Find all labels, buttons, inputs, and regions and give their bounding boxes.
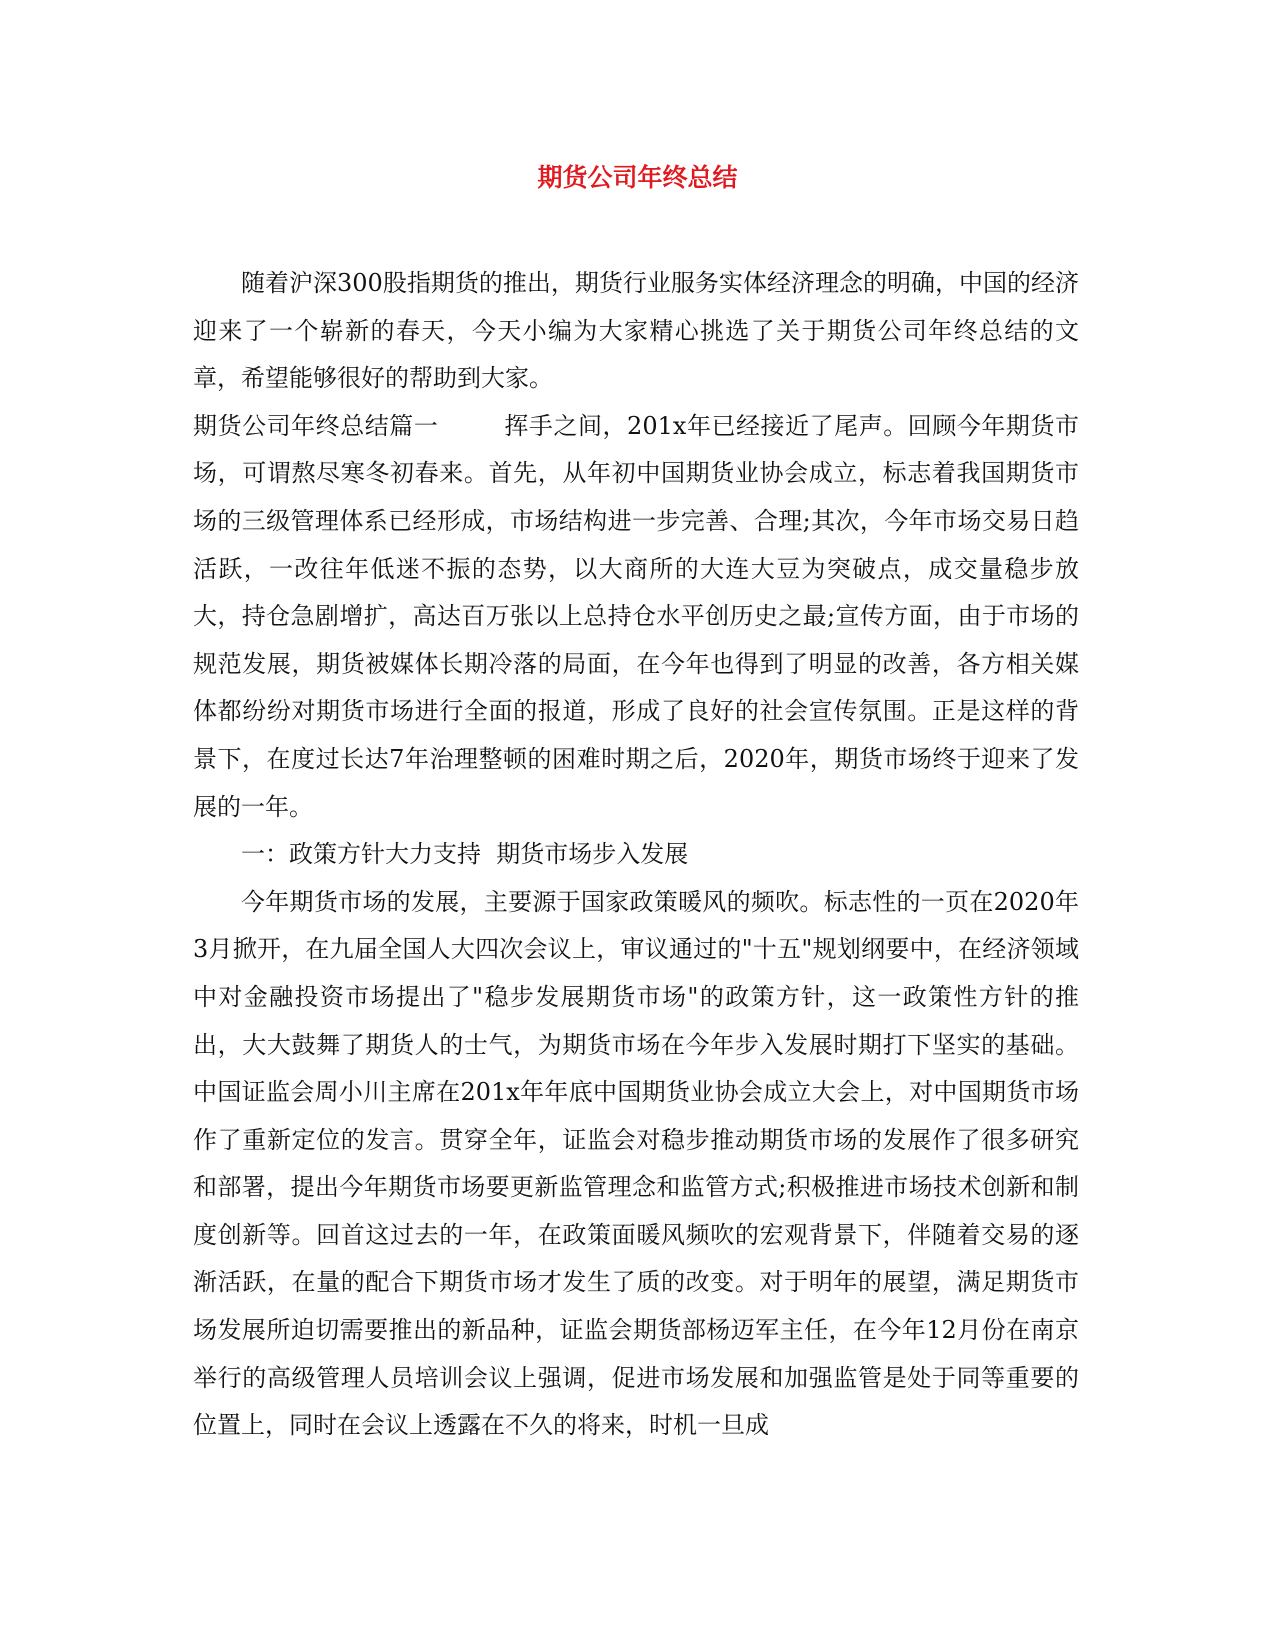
section-body-text: 挥手之间，201x年已经接近了尾声。回顾今年期货市场，可谓熬尽寒冬初春来。首先，从年初中国期货业协会成立，标志着我国期货市场的三级管理体系已经形成，市场结构进一步完善、合理;其次，今年市场交易日趋活跃，一改往年低迷不振的态势，以大商所的大连大豆为突破点，成交量稳步放大，持仓急剧增扩，高达百万张以上总持仓水平创历史之最;宣传方面，由于市场的规范发展，期货被媒体长期冷落的局面，在今年也得到了明显的改善，各方相关媒体都纷纷对期货市场进行全面的报道，形成了良好的社会宣传氛围。正是这样的背景下，在度过长达7年治理整顿的困难时期之后，2020年，期货市场终于迎来了发展的一年。 [193,411,1080,821]
paragraph-1: 今年期货市场的发展，主要源于国家政策暖风的频吹。标志性的一页在2020年3月掀开，在九届全国人大四次会议上，审议通过的"十五"规划纲要中，在经济领域中对金融投资市场提出了"稳步发展期货市场"的政策方针，这一政策性方针的推出，大大鼓舞了期货人的士气，为期货市场在今年步入发展时期打下坚实的基础。中国证监会周小川主席在201x年年底中国期货业协会成立大会上，对中国期货市场作了重新定位的发言。贯穿全年，证监会对稳步推动期货市场的发展作了很多研究和部署，提出今年期货市场要更新监管理念和监管方式;积极推进市场技术创新和制度创新等。回首这过去的一年，在政策面暖风频吹的宏观背景下，伴随着交易的逐渐活跃，在量的配合下期货市场才发生了质的改变。对于明年的展望，满足期货市场发展所迫切需要推出的新品种，证监会期货部杨迈军主任，在今年12月份在南京举行的高级管理人员培训会议上强调，促进市场发展和加强监管是处于同等重要的位置上，同时在会议上透露在不久的将来，时机一旦成 [193,887,1079,1440]
document-title: 期货公司年终总结 [537,163,738,192]
section-label: 期货公司年终总结篇一 [193,411,439,440]
intro-paragraph: 随着沪深300股指期货的推出，期货行业服务实体经济理念的明确，中国的经济迎来了一个崭新的春天，今天小编为大家精心挑选了关于期货公司年终总结的文章，希望能够很好的帮助到大家。 [193,269,1079,393]
section-paragraph [193,403,1079,831]
subheading-1: 一：政策方针大力支持 期货市场步入发展 [241,840,689,869]
document-body [193,260,1079,1450]
